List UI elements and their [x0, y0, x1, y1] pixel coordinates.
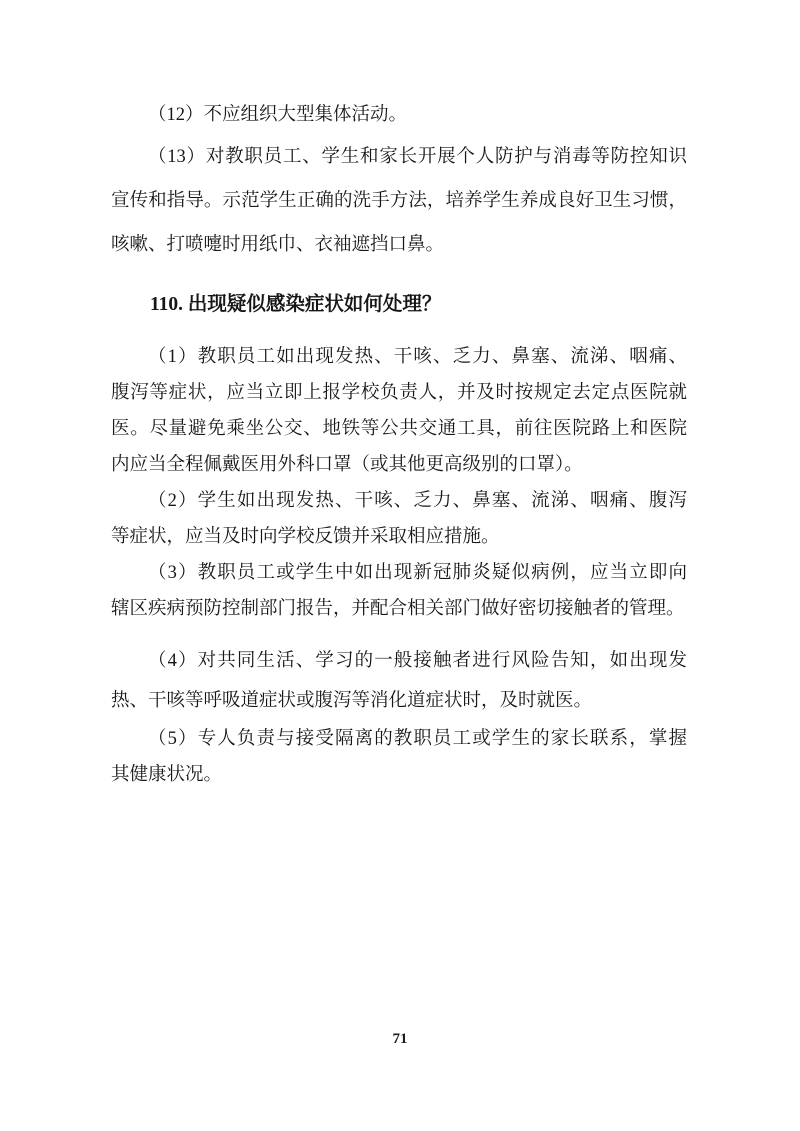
paragraph-line: 医。尽量避免乘坐公交、地铁等公共交通工具，前往医院路上和医院	[111, 419, 687, 439]
paragraph-line: （12）不应组织大型集体活动。	[148, 105, 408, 125]
document-body	[111, 95, 687, 793]
paragraph-line: （2）学生如出现发热、干咳、乏力、鼻塞、流涕、咽痛、腹泻	[148, 491, 687, 511]
answer-paragraph-1	[111, 339, 687, 483]
paragraph-line: （4）对共同生活、学习的一般接触者进行风险告知，如出现发	[148, 651, 687, 671]
paragraph-line: 辖区疾病预防控制部门报告，并配合相关部门做好密切接触者的管理。	[111, 599, 685, 619]
paragraph-line: 其健康状况。	[111, 765, 223, 785]
paragraph-line: （1）教职员工如出现发热、干咳、乏力、鼻塞、流涕、咽痛、	[148, 347, 687, 367]
paragraph-line: 咳嗽、打喷嚏时用纸巾、衣袖遮挡口鼻。	[111, 235, 445, 255]
question-heading-110	[111, 285, 687, 325]
paragraph-line: 热、干咳等呼吸道症状或腹泻等消化道症状时，及时就医。	[111, 691, 593, 711]
paragraph-line: 内应当全程佩戴医用外科口罩（或其他更高级别的口罩）。	[111, 455, 583, 475]
paragraph-line: （5）专人负责与接受隔离的教职员工或学生的家长联系，掌握	[148, 729, 687, 749]
paragraph-line: 腹泻等症状，应当立即上报学校负责人，并及时按规定去定点医院就	[111, 383, 687, 403]
answer-paragraph-2	[111, 483, 687, 555]
paragraph-line: （13）对教职员工、学生和家长开展个人防护与消毒等防控知识	[148, 147, 687, 167]
heading-line: 110. 出现疑似感染症状如何处理？	[150, 294, 442, 315]
answer-paragraph-4	[111, 641, 687, 721]
paragraph-line: （3）教职员工或学生中如出现新冠肺炎疑似病例，应当立即向	[148, 563, 687, 583]
page-number: 71	[392, 1031, 408, 1047]
answer-paragraph-5	[111, 721, 687, 793]
paragraph-item-13	[111, 135, 687, 267]
answer-paragraph-3	[111, 555, 687, 627]
paragraph-item-12	[111, 95, 687, 135]
paragraph-line: 等症状，应当及时向学校反馈并采取相应措施。	[111, 527, 500, 547]
paragraph-line: 宣传和指导。示范学生正确的洗手方法，培养学生养成良好卫生习惯，	[111, 191, 687, 211]
